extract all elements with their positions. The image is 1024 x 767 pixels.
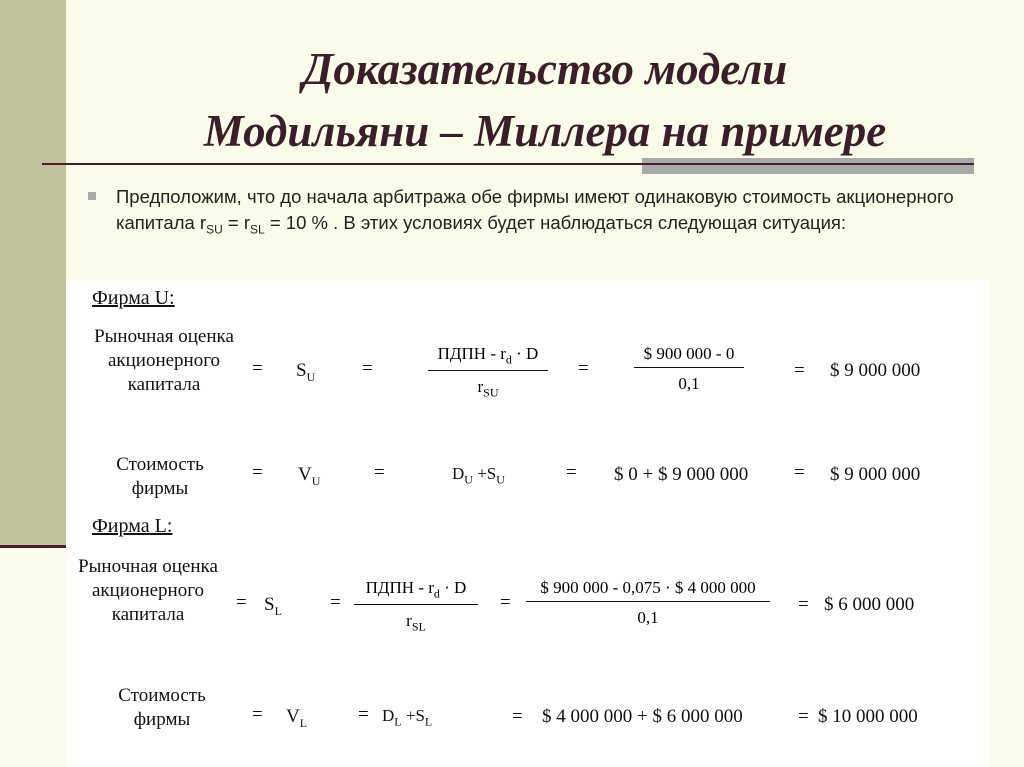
firm-u-row2-eq3: = (566, 462, 577, 483)
firm-u-row2-eq2: = (374, 462, 385, 483)
firm-l-value-calc: $ 4 000 000 + $ 6 000 000 (542, 706, 743, 727)
firm-l-equity-label: Рыночная оценка акционерного капитала (78, 556, 218, 625)
firm-l-value-symbol: $V_L$ (286, 706, 308, 730)
title-line-1: Доказательство модели (302, 44, 788, 94)
intro-paragraph (116, 184, 1016, 243)
firm-l-row1-eq1: = (236, 592, 247, 613)
firm-u-heading: Фирма U: (92, 287, 175, 309)
left-band-lower (0, 546, 66, 767)
firm-u-row2-eq1: = (252, 462, 263, 483)
firm-u-formula-fraction: ПДПН - $r_d \cdot D$ $r_{SU}$ (428, 344, 548, 401)
firm-u-value-label: Стоимость фирмы (116, 454, 204, 499)
firm-l-row2-eq2: = (358, 704, 369, 725)
firm-l-value-expression: $D_L +S_L$ (382, 706, 433, 729)
firm-u-value-fraction: $\frac{\$ 900 000 - 0}{0,1}$ (634, 344, 744, 394)
title-line-2: Модильяни – Миллера на примере (203, 106, 887, 156)
firm-l-heading: Фирма L: (92, 515, 173, 537)
firm-l-value-result: $ 10 000 000 (818, 706, 918, 727)
left-band-divider (0, 545, 66, 548)
firm-u-value-expression: $D_U +S_U$ (452, 464, 505, 487)
bullet-square (88, 192, 96, 200)
firm-l-row1-eq3: = (500, 592, 511, 613)
firm-l-row1-eq2: = (330, 592, 341, 613)
firm-u-row1-eq1: = (252, 358, 263, 379)
firm-l-equity-symbol: $S_L$ (264, 594, 282, 618)
firm-l-row2-eq3: = (512, 706, 523, 727)
firm-u-row1-eq2: = (362, 358, 373, 379)
firm-l-value-fraction: $\frac{\$ 900 000 - 0,075 \cdot \$ 4 000 000}{0,1}$ (526, 578, 770, 628)
firm-u-value-result: $ 9 000 000 (830, 464, 921, 485)
slide-title (70, 38, 1020, 162)
firm-u-equity-label: Рыночная оценка акционерного капитала (94, 326, 234, 395)
firm-l-row2-eq4: = (798, 706, 809, 727)
intro-text-1: Предположим, что до начала арбитража обе фирмы имеют одинаковую стоимость акционерного капитала r (116, 186, 954, 233)
firm-l-formula-fraction: ПДПН - $r_d \cdot D$ $r_{SL}$ (354, 578, 478, 635)
firm-l-row1-eq4: = (798, 594, 809, 615)
firm-u-row1-eq4: = (794, 360, 805, 381)
left-accent-band (0, 0, 66, 546)
firm-u-equity-result: $ 9 000 000 (830, 360, 921, 381)
title-gray-bar (642, 158, 974, 174)
intro-text-3: = 10 % . В этих условиях будет наблюдаться следующая ситуация: (264, 212, 847, 233)
title-underline (42, 163, 974, 165)
firm-u-value-calc: $ 0 + $ 9 000 000 (614, 464, 749, 485)
intro-text-2: = r (222, 212, 251, 233)
firm-u-row2-eq4: = (794, 462, 805, 483)
intro-sub-1: SU (206, 222, 223, 237)
intro-sub-2: SL (250, 222, 265, 237)
firm-l-equity-result: $ 6 000 000 (824, 594, 915, 615)
firm-u-equity-symbol: $S_U$ (296, 360, 316, 384)
firm-l-value-label: Стоимость фирмы (118, 685, 206, 730)
firm-u-value-symbol: $V_U$ (298, 464, 321, 488)
firm-u-row1-eq3: = (578, 358, 589, 379)
firm-l-row2-eq1: = (252, 704, 263, 725)
